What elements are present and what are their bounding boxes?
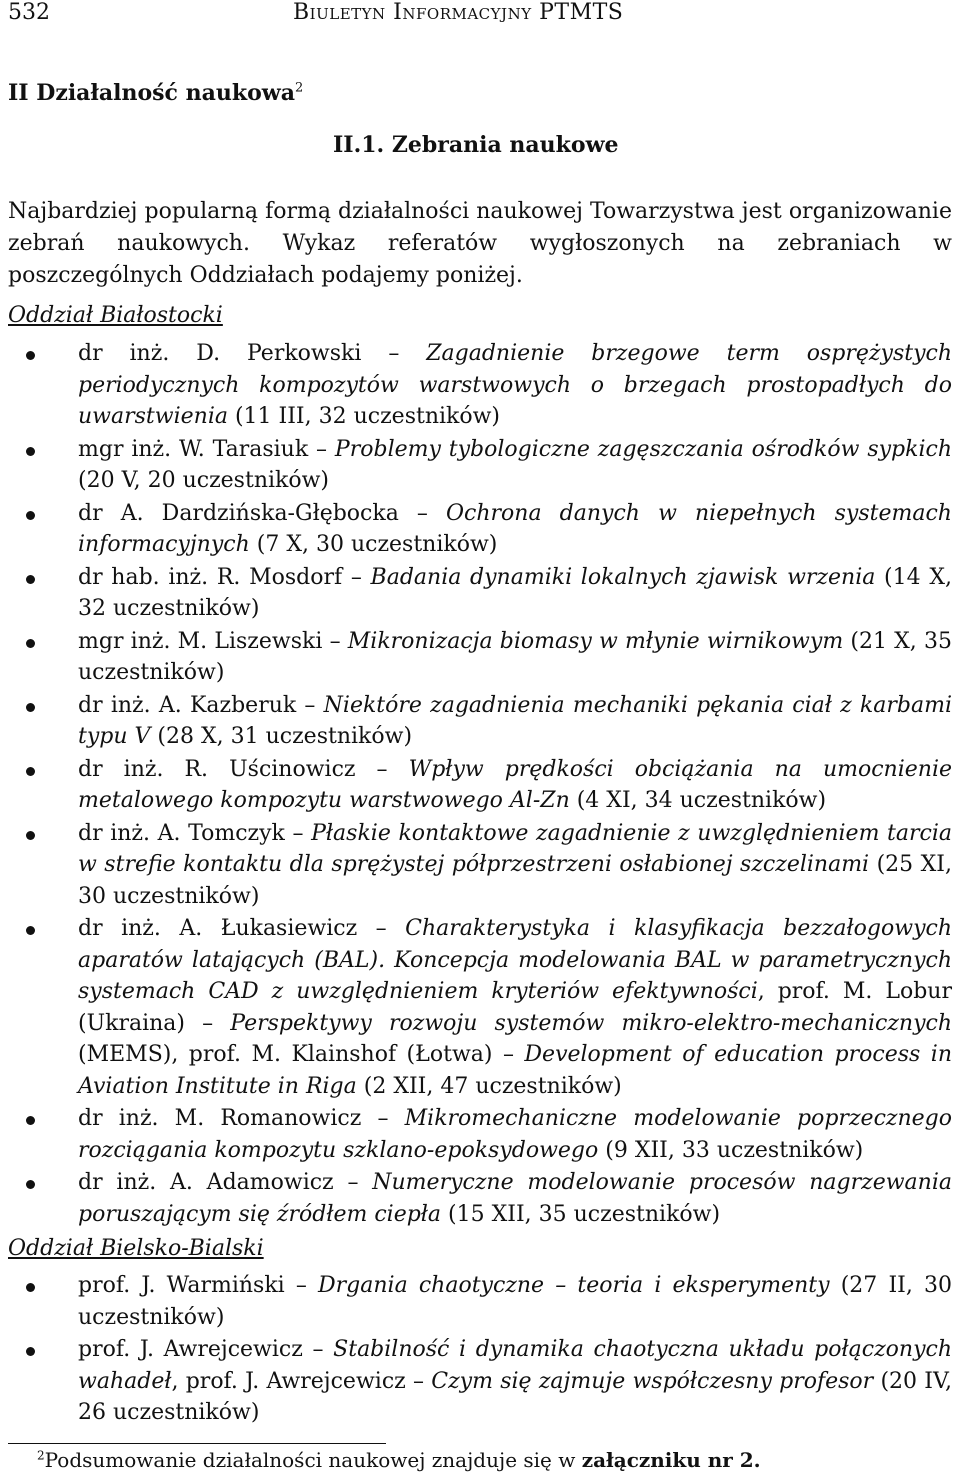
entry-author: dr inż. A. Adamowicz – [78, 1170, 373, 1195]
list-item [8, 818, 952, 913]
entry-details: (25 XI, 30 uczestników) [78, 852, 952, 909]
bullet-icon [26, 639, 35, 648]
bullet-icon [26, 926, 35, 935]
list-item [8, 498, 952, 561]
entry-title: Charakterystyka i klasyfikacja bezzałogowych aparatów latających (BAL). Koncepcja modelowania BAL w parametrycznych systemach CAD z uwzględnieniem kryteriów efektywności [78, 916, 952, 1004]
entry-title: Problemy tybologiczne zagęszczania ośrodków sypkich [334, 436, 952, 462]
entry-title: Mikronizacja biomasy w młynie wirnikowym [347, 628, 844, 654]
entry-author: dr hab. inż. R. Mosdorf – [78, 564, 371, 590]
entry-details: (14 X, 32 uczestników) [78, 564, 952, 621]
footnote [37, 1448, 761, 1472]
entry-title-2: Perspektywy rozwoju systemów mikro-elektro-mechanicznych [230, 1010, 953, 1036]
page-number: 532 [8, 0, 50, 25]
entry-details: (15 XII, 35 uczestników) [441, 1201, 721, 1227]
footnote-bold-text: załączniku nr 2. [581, 1448, 761, 1472]
entry-title-2: Czym się zajmuje współczesny profesor [431, 1368, 874, 1394]
entry-details: (21 X, 35 uczestników) [78, 628, 952, 685]
bullet-icon [26, 351, 35, 360]
list-item [8, 754, 952, 817]
entry-title: Drgania chaotyczne – teoria i eksperymenty [318, 1273, 830, 1298]
entry-details-2: (20 IV, 26 uczestników) [78, 1368, 952, 1425]
bullet-icon [26, 831, 35, 840]
entry-title: Niektóre zagadnienia mechaniki pękania ciał z karbami typu V [78, 692, 952, 749]
bullet-icon [26, 703, 35, 712]
list-item [8, 626, 952, 689]
entry-details: (28 X, 31 uczestników) [150, 724, 413, 749]
list-item [8, 434, 952, 497]
footnote-mark: 2 [37, 1448, 45, 1463]
branch-heading-bielsko-bialski: Oddział Bielsko-Bialski [8, 1236, 264, 1261]
bullet-icon [26, 447, 35, 456]
entry-details: (27 II, 30 uczestników) [78, 1273, 952, 1330]
entry-title: Płaskie kontaktowe zagadnienie z uwzględnieniem tarcia w strefie kontaktu dla sprężystej półprzestrzeni osłabionej szczelinami [78, 820, 952, 877]
section-heading [8, 80, 303, 106]
list-item [8, 690, 952, 753]
subsection-heading: II.1. Zebrania naukowe [333, 132, 619, 158]
list-item [8, 338, 952, 433]
entry-details: (20 V, 20 uczestników) [78, 468, 330, 493]
list-item [8, 1334, 952, 1429]
entry-details: (4 XI, 34 uczestników) [569, 788, 827, 813]
list-item [8, 562, 952, 625]
entry-author: dr inż. A. Łukasiewicz – [78, 916, 406, 941]
entry-title-3: Development of education process in Aviation Institute in Riga [78, 1042, 952, 1099]
footnote-text: Podsumowanie działalności naukowej znajduje się w [44, 1448, 582, 1472]
entry-title: Numeryczne modelowanie procesów nagrzewania poruszającym się źródłem ciepła [78, 1170, 952, 1227]
entry-title: Zagadnienie brzegowe term osprężystych periodycznych kompozytów warstwowych o brzegach prostopadłych do uwarstwienia [78, 341, 952, 429]
footnote-divider [8, 1443, 386, 1444]
entry-author: dr A. Dardzińska-Głębocka – [78, 500, 447, 526]
bullet-icon [26, 1180, 35, 1189]
entry-details-2: (MEMS), prof. M. Klainshof (Łotwa) – [78, 1042, 525, 1067]
entry-title: Wpływ prędkości obciążania na umocnienie metalowego kompozytu warstwowego Al-Zn [78, 756, 952, 813]
entry-author: dr inż. M. Romanowicz – [78, 1106, 405, 1131]
entry-title: Ochrona danych w niepełnych systemach informacyjnych [78, 500, 952, 557]
intro-paragraph: Najbardziej popularną formą działalności naukowej Towarzystwa jest organizowanie zebrań naukowych. Wykaz referatów wygłoszonych na zebraniach w poszczególnych Oddziałach podajemy poniżej. [8, 199, 952, 288]
entry-title: Badania dynamiki lokalnych zjawisk wrzenia [370, 564, 876, 590]
page-header [8, 0, 952, 30]
bullet-icon [26, 1116, 35, 1125]
branch-heading-bialostocki: Oddział Białostocki [8, 303, 223, 328]
entry-author: dr inż. A. Kazberuk – [78, 692, 324, 718]
bullet-icon [26, 1283, 35, 1292]
section-title: II Działalność naukowa [8, 80, 295, 106]
list-item [8, 913, 952, 1102]
entry-details: , prof. M. Lobur (Ukraina) – [78, 979, 952, 1036]
running-title: Biuletyn Informacyjny PTMTS [293, 0, 624, 25]
entry-details: (7 X, 30 uczestników) [249, 532, 498, 557]
entry-author: dr inż. R. Uścinowicz – [78, 756, 409, 782]
entry-author: prof. J. Warmiński – [78, 1273, 319, 1298]
bullet-icon [26, 767, 35, 776]
entry-details: (9 XII, 33 uczestników) [598, 1137, 864, 1163]
entry-title: Mikromechaniczne modelowanie poprzecznego rozciągania kompozytu szklano-epoksydowego [78, 1106, 952, 1163]
list-item [8, 1270, 952, 1333]
list-item [8, 1167, 952, 1230]
entry-title: Stabilność i dynamika chaotyczna układu połączonych wahadeł [78, 1337, 952, 1394]
entry-author: dr inż. D. Perkowski – [78, 341, 427, 366]
entry-details: (11 III, 32 uczestników) [227, 404, 501, 429]
list-item [8, 1103, 952, 1166]
entry-author: mgr inż. W. Tarasiuk – [78, 436, 335, 462]
entry-author: mgr inż. M. Liszewski – [78, 628, 348, 654]
bullet-icon [26, 1347, 35, 1356]
lecture-list-bielsko-bialski [8, 1270, 952, 1430]
entry-author: dr inż. A. Tomczyk – [78, 820, 312, 846]
bullet-icon [26, 575, 35, 584]
entry-details-3: (2 XII, 47 uczestników) [356, 1073, 622, 1099]
entry-details: , prof. J. Awrejcewicz – [171, 1368, 432, 1394]
bullet-icon [26, 511, 35, 520]
footnote-reference: 2 [294, 80, 304, 96]
entry-author: prof. J. Awrejcewicz – [78, 1337, 334, 1362]
lecture-list-bialostocki [8, 338, 952, 1231]
